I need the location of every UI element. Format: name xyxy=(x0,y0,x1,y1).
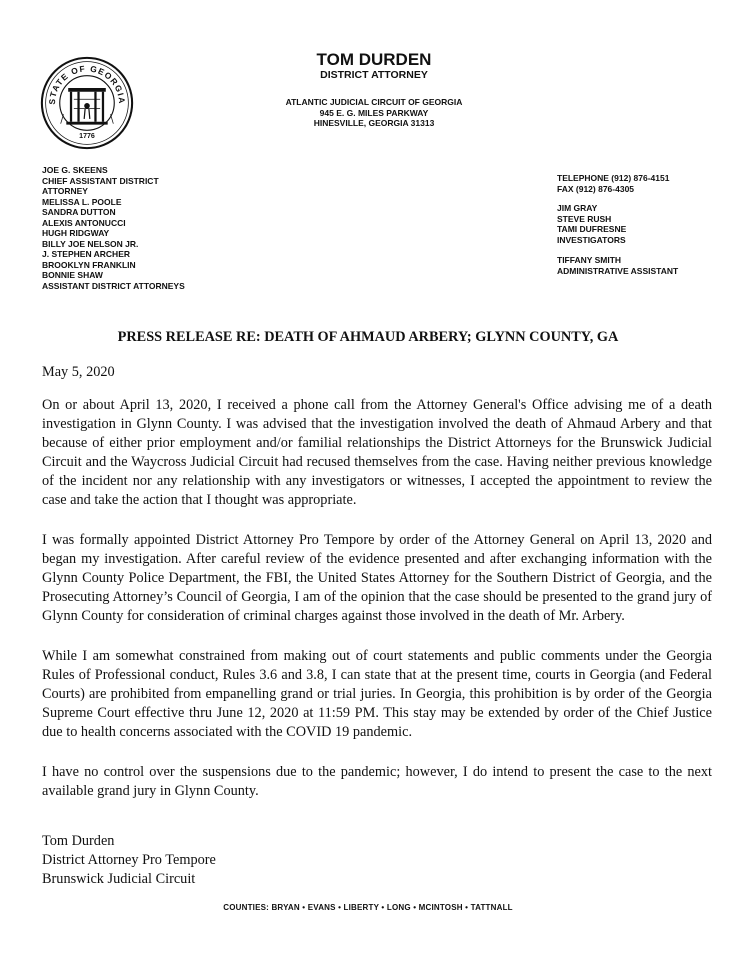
fax-number: FAX (912) 876-4305 xyxy=(557,183,635,194)
staff-line: HUGH RIDGWAY xyxy=(42,228,110,238)
staff-line: BILLY JOE NELSON JR. xyxy=(42,238,139,249)
staff-line: BROOKLYN FRANKLIN xyxy=(42,259,136,270)
staff-line: JOE G. SKEENS xyxy=(42,165,108,175)
staff-line: MELISSA L. POOLE xyxy=(42,196,122,207)
telephone-number: TELEPHONE (912) 876-4151 xyxy=(557,173,670,183)
staff-line: ADMINISTRATIVE ASSISTANT xyxy=(557,265,679,276)
signature-line: Brunswick Judicial Circuit xyxy=(42,871,196,887)
staff-line: ATTORNEY xyxy=(42,186,88,196)
staff-list-attorneys xyxy=(42,165,212,291)
counties-footer: COUNTIES: BRYAN • EVANS • LIBERTY • LONG • MCINTOSH • TATTNALL xyxy=(223,903,513,912)
staff-line: ASSISTANT DISTRICT ATTORNEYS xyxy=(42,280,185,291)
staff-line: ALEXIS ANTONUCCI xyxy=(42,217,126,228)
press-release-title: PRESS RELEASE RE: DEATH OF AHMAUD ARBERY; GLYNN COUNTY, GA xyxy=(117,329,619,345)
staff-line: CHIEF ASSISTANT DISTRICT xyxy=(42,175,159,186)
signature-line: District Attorney Pro Tempore xyxy=(42,852,216,868)
address-line: 945 E. G. MILES PARKWAY xyxy=(319,107,429,118)
staff-line: JIM GRAY xyxy=(557,203,598,213)
address-line: ATLANTIC JUDICIAL CIRCUIT OF GEORGIA xyxy=(285,97,463,107)
release-body xyxy=(42,396,712,822)
seal-year: 1776 xyxy=(79,132,95,140)
signature-block xyxy=(42,832,216,889)
body-paragraph: I have no control over the suspensions due to the pandemic; however, I do intend to present the case to the next available grand jury in Glynn County. xyxy=(42,764,712,799)
office-address xyxy=(190,97,558,129)
staff-line: SANDRA DUTTON xyxy=(42,207,116,217)
svg-text:STATE OF GEORGIA xyxy=(47,63,127,104)
body-paragraph: On or about April 13, 2020, I received a phone call from the Attorney General's Office advising me of a death investigation in Glynn County. I was advised that the investigation involved the death of Ahmaud Arbery and that because of either prior employment and/or familial relationships the District Attorneys for the Brunswick Judicial Circuit and the Waycross Judicial Circuit had recused themselves from the case. Having neither previous knowledge of the incident nor any relationship with any investigators or witnesses, I accepted the appointment to review the case and take the action that I thought was appropriate. xyxy=(42,397,712,508)
address-line: HINESVILLE, GEORGIA 31313 xyxy=(313,118,435,128)
staff-line: INVESTIGATORS xyxy=(557,234,626,245)
georgia-state-seal xyxy=(40,56,134,150)
district-attorney-title: DISTRICT ATTORNEY xyxy=(320,69,428,81)
signature-line: Tom Durden xyxy=(42,833,115,849)
seal-ring-text: STATE OF GEORGIA xyxy=(46,63,128,105)
staff-list-contacts xyxy=(557,173,727,276)
body-paragraph: While I am somewhat constrained from making out of court statements and public comments under the Georgia Rules of Professional conduct, Rules 3.6 and 3.8, I can state that at the present time, courts in Georgia (and Federal Courts) are prohibited from empanelling grand or trial juries. In Georgia, this prohibition is by order of the Georgia Supreme Court effective thru June 12, 2020 at 11:59 PM. This stay may be extended by order of the Chief Justice due to health concerns associated with the COVID 19 pandemic. xyxy=(42,648,712,740)
staff-line: STEVE RUSH xyxy=(557,213,612,224)
staff-line: TIFFANY SMITH xyxy=(557,255,622,265)
staff-line: J. STEPHEN ARCHER xyxy=(42,249,131,259)
staff-line: BONNIE SHAW xyxy=(42,270,103,280)
letterhead xyxy=(190,50,558,129)
release-date: May 5, 2020 xyxy=(42,364,115,380)
district-attorney-name: TOM DURDEN xyxy=(316,50,432,69)
body-paragraph: I was formally appointed District Attorney Pro Tempore by order of the Attorney General on April 13, 2020 and began my investigation. After careful review of the evidence presented and after exchanging information with the Glynn County Police Department, the FBI, the United States Attorney for the Southern District of Georgia, and the Prosecuting Attorney’s Council of Georgia, I am of the opinion that the case should be presented to the grand jury of Glynn County for consideration of criminal charges against those involved in the death of Mr. Arbery. xyxy=(42,532,712,624)
staff-line: TAMI DUFRESNE xyxy=(557,224,627,234)
